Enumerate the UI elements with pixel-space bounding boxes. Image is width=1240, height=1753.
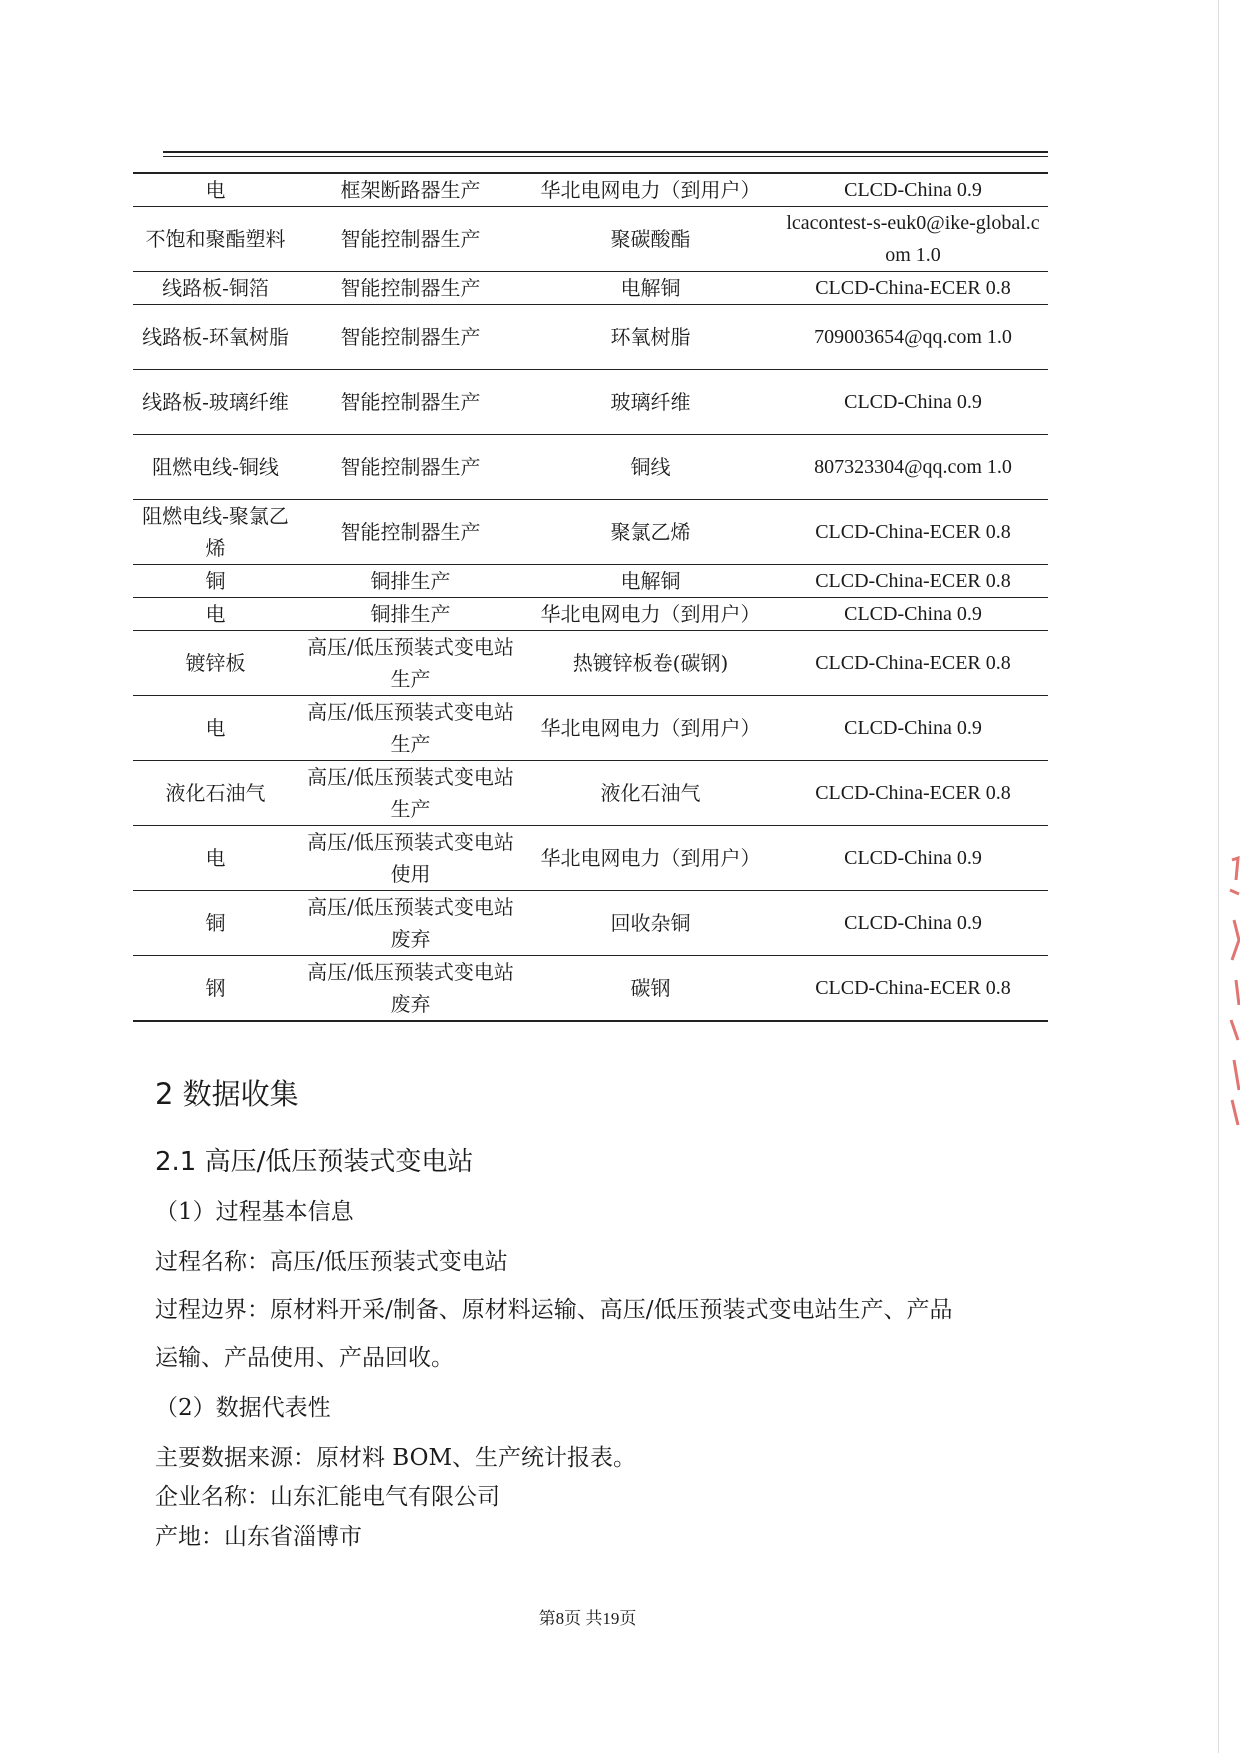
table-row [133,305,1048,370]
table-row [133,826,1048,891]
page-footer: 第8页 共19页 [538,1609,637,1628]
cell-dataset: 玻璃纤维 [523,370,778,435]
data-source-line: 主要数据来源：原材料 BOM、生产统计报表。 [155,1445,637,1471]
cell-source: CLCD-China 0.9 [778,826,1048,891]
table-row [133,207,1048,272]
cell-process: 智能控制器生产 [298,272,523,305]
table-row [133,956,1048,1022]
cell-source: CLCD-China 0.9 [778,696,1048,761]
cell-process: 框架断路器生产 [298,173,523,207]
cell-dataset: 电解铜 [523,565,778,598]
table-row [133,370,1048,435]
origin-line: 产地：山东省淄博市 [155,1524,362,1550]
inventory-table [133,172,1048,1022]
cell-material: 电 [133,696,298,761]
cell-process: 智能控制器生产 [298,370,523,435]
cell-dataset: 回收杂铜 [523,891,778,956]
section-heading-2-1: 2.1 高压/低压预装式变电站 [155,1147,474,1177]
cell-material: 液化石油气 [133,761,298,826]
cell-source: CLCD-China 0.9 [778,173,1048,207]
cell-source: CLCD-China 0.9 [778,598,1048,631]
boundary-line-2: 运输、产品使用、产品回收。 [155,1345,454,1371]
cell-process: 智能控制器生产 [298,435,523,500]
cell-dataset: 碳钢 [523,956,778,1022]
table-row [133,761,1048,826]
cell-dataset: 环氧树脂 [523,305,778,370]
cell-source: CLCD-China-ECER 0.8 [778,631,1048,696]
cell-process: 高压/低压预装式变电站使用 [298,826,523,891]
cell-material: 电 [133,173,298,207]
cell-dataset: 华北电网电力（到用户） [523,696,778,761]
table-row [133,598,1048,631]
cell-process: 智能控制器生产 [298,305,523,370]
cell-dataset: 华北电网电力（到用户） [523,826,778,891]
cell-process: 高压/低压预装式变电站生产 [298,696,523,761]
cell-process: 高压/低压预装式变电站废弃 [298,956,523,1022]
boundary-line-1: 过程边界：原材料开采/制备、原材料运输、高压/低压预装式变电站生产、产品 [155,1297,953,1323]
table-row [133,696,1048,761]
cell-material: 线路板-环氧树脂 [133,305,298,370]
cell-source: CLCD-China 0.9 [778,370,1048,435]
basic-info-heading: （1）过程基本信息 [155,1199,354,1225]
cell-process: 铜排生产 [298,565,523,598]
cell-source: CLCD-China-ECER 0.8 [778,272,1048,305]
cell-source: lcacontest-s-euk0@ike-global.com 1.0 [778,207,1048,272]
cell-process: 高压/低压预装式变电站生产 [298,761,523,826]
cell-process: 智能控制器生产 [298,207,523,272]
cell-material: 线路板-铜箔 [133,272,298,305]
cell-process: 高压/低压预装式变电站废弃 [298,891,523,956]
cell-material: 铜 [133,565,298,598]
cell-material: 线路板-玻璃纤维 [133,370,298,435]
cell-dataset: 聚碳酸酯 [523,207,778,272]
cell-dataset: 液化石油气 [523,761,778,826]
table-row [133,631,1048,696]
table-row [133,500,1048,565]
cell-source: CLCD-China-ECER 0.8 [778,500,1048,565]
company-line: 企业名称：山东汇能电气有限公司 [155,1484,500,1510]
cell-dataset: 电解铜 [523,272,778,305]
cell-dataset: 热镀锌板卷(碳钢) [523,631,778,696]
table-row [133,565,1048,598]
cell-source: CLCD-China-ECER 0.8 [778,565,1048,598]
cell-dataset: 华北电网电力（到用户） [523,173,778,207]
cell-source: CLCD-China-ECER 0.8 [778,761,1048,826]
header-rule-thin [163,156,1048,157]
section-heading-2: 2 数据收集 [155,1077,299,1111]
cell-material: 电 [133,826,298,891]
inventory-table-body [133,173,1048,1021]
seal-stamp-fragment [1212,830,1240,1130]
representativeness-heading: （2）数据代表性 [155,1395,331,1421]
cell-source: CLCD-China 0.9 [778,891,1048,956]
table-row [133,173,1048,207]
cell-dataset: 铜线 [523,435,778,500]
cell-source: 709003654@qq.com 1.0 [778,305,1048,370]
table-row [133,435,1048,500]
cell-material: 铜 [133,891,298,956]
cell-dataset: 聚氯乙烯 [523,500,778,565]
cell-material: 镀锌板 [133,631,298,696]
cell-material: 不饱和聚酯塑料 [133,207,298,272]
process-name-line: 过程名称：高压/低压预装式变电站 [155,1249,508,1275]
cell-material: 阻燃电线-铜线 [133,435,298,500]
header-rule [163,151,1048,153]
table-row [133,272,1048,305]
cell-source: CLCD-China-ECER 0.8 [778,956,1048,1022]
table-row [133,891,1048,956]
cell-source: 807323304@qq.com 1.0 [778,435,1048,500]
cell-material: 钢 [133,956,298,1022]
cell-process: 智能控制器生产 [298,500,523,565]
cell-process: 高压/低压预装式变电站生产 [298,631,523,696]
cell-material: 阻燃电线-聚氯乙烯 [133,500,298,565]
cell-dataset: 华北电网电力（到用户） [523,598,778,631]
inventory-table-wrap [133,172,1048,1022]
cell-material: 电 [133,598,298,631]
cell-process: 铜排生产 [298,598,523,631]
